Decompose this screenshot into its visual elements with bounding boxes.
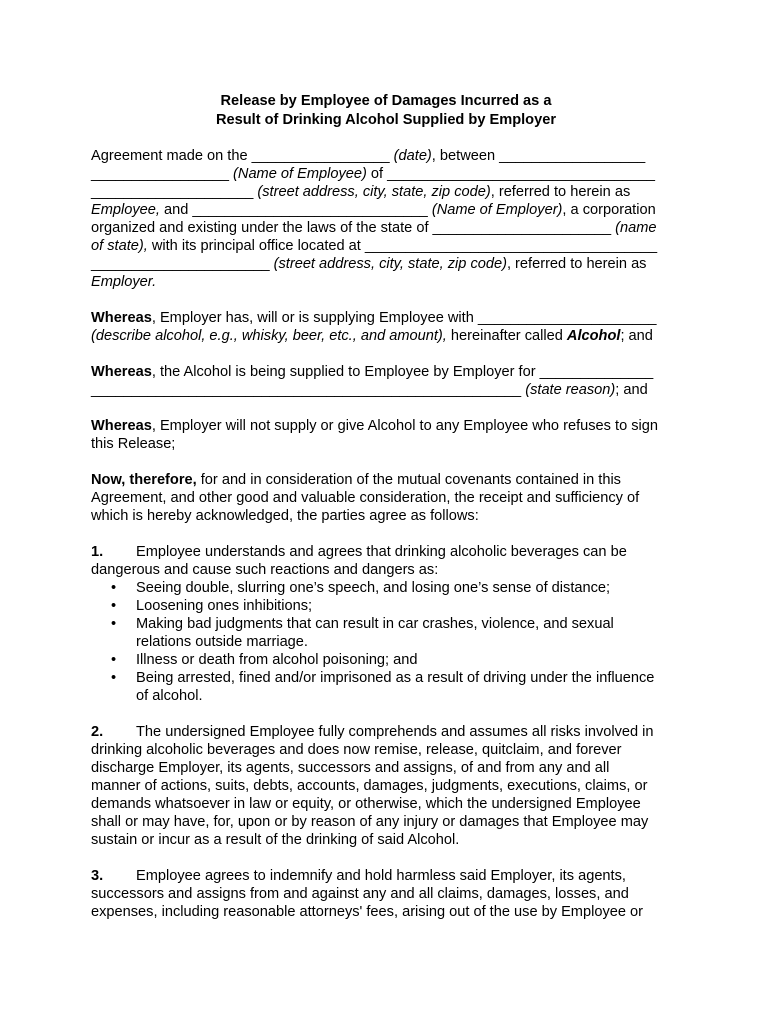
now-therefore-line xyxy=(91,471,681,489)
now-therefore-line: which is hereby acknowledged, the parties agree as follows: xyxy=(91,508,479,524)
intro-text: , a corporation xyxy=(562,202,656,218)
list-item-text: of alcohol. xyxy=(136,688,203,704)
bullet-icon: • xyxy=(111,616,117,632)
intro-italic: (name xyxy=(615,220,657,236)
whereas-paragraph-1 xyxy=(91,309,681,345)
intro-text: , referred to herein as xyxy=(490,184,631,200)
intro-italic: (street address, city, state, zip code) xyxy=(257,184,491,200)
section-2-line: manner of actions, suits, debts, accounts, damages, judgments, executions, claims, or xyxy=(91,778,648,794)
section-1-line: dangerous and cause such reactions and dangers as: xyxy=(91,562,439,578)
list-item xyxy=(91,597,681,615)
intro-text: ______________________ xyxy=(91,256,274,272)
intro-text: , referred to herein as xyxy=(506,256,647,272)
intro-text: ____________________ xyxy=(91,184,258,200)
whereas-line: this Release; xyxy=(91,436,176,452)
section-3 xyxy=(91,867,681,921)
intro-text: of _________________________________ xyxy=(366,166,655,182)
list-item xyxy=(91,669,681,705)
bullet-icon: • xyxy=(111,580,117,596)
intro-line xyxy=(91,273,681,291)
intro-paragraph xyxy=(91,147,681,291)
intro-text: , between __________________ xyxy=(431,148,646,164)
section-2-line xyxy=(91,723,681,741)
section-2-line: drinking alcoholic beverages and does now remise, release, quitclaim, and forever xyxy=(91,742,622,758)
whereas-italic: (describe alcohol, e.g., whisky, beer, etc., and amount), xyxy=(91,328,447,344)
intro-italic: (Name of Employer) xyxy=(431,202,563,218)
section-number: 1. xyxy=(91,544,104,560)
whereas-line xyxy=(91,363,681,381)
now-therefore-text: for and in consideration of the mutual covenants contained in this xyxy=(196,472,621,488)
intro-line xyxy=(91,201,681,219)
document-title xyxy=(91,92,681,130)
whereas-heading: Whereas xyxy=(91,418,152,434)
intro-line xyxy=(91,165,681,183)
section-2-line: shall or may have, for, upon or by reason of any injury or damages that Employee may xyxy=(91,814,649,830)
section-number: 3. xyxy=(91,868,104,884)
whereas-line xyxy=(91,327,681,345)
whereas-italic: (state reason) xyxy=(525,382,616,398)
list-item xyxy=(91,615,681,651)
whereas-text: ; and xyxy=(620,328,653,344)
now-therefore-line: Agreement, and other good and valuable consideration, the receipt and sufficiency of xyxy=(91,490,640,506)
now-therefore-paragraph xyxy=(91,471,681,525)
intro-line xyxy=(91,183,681,201)
whereas-paragraph-2 xyxy=(91,363,681,399)
intro-text: organized and existing under the laws of the state of ______________________ xyxy=(91,220,616,236)
reactions-list xyxy=(91,579,681,705)
intro-text: _________________ xyxy=(91,166,234,182)
intro-italic: (date) xyxy=(393,148,432,164)
whereas-text: hereinafter called xyxy=(446,328,567,344)
list-item xyxy=(91,579,681,597)
whereas-line xyxy=(91,309,681,327)
section-2-line: discharge Employer, its agents, successors and assigns, of and from any and all xyxy=(91,760,610,776)
intro-text: Agreement made on the _________________ xyxy=(91,148,394,164)
intro-italic: Employee, xyxy=(91,202,160,218)
section-3-line: expenses, including reasonable attorneys' fees, arising out of the use by Employee or xyxy=(91,904,644,920)
intro-text: and _____________________________ xyxy=(159,202,432,218)
whereas-text: _____________________________________________________ xyxy=(91,382,526,398)
section-3-line xyxy=(91,867,681,885)
whereas-heading: Whereas xyxy=(91,364,152,380)
whereas-text: , Employer has, will or is supplying Employee with ______________________ xyxy=(151,310,657,326)
whereas-heading: Whereas xyxy=(91,310,152,326)
section-2-line: demands whatsoever in law or equity, or otherwise, which the undersigned Employee xyxy=(91,796,641,812)
intro-italic: (street address, city, state, zip code) xyxy=(273,256,507,272)
whereas-line xyxy=(91,417,681,435)
list-item xyxy=(91,651,681,669)
whereas-paragraph-3 xyxy=(91,417,681,453)
section-2 xyxy=(91,723,681,849)
intro-line xyxy=(91,255,681,273)
list-item-text: Being arrested, fined and/or imprisoned as a result of driving under the influence xyxy=(136,670,655,686)
document-page xyxy=(91,92,681,921)
intro-line xyxy=(91,147,681,165)
now-therefore-heading: Now, therefore, xyxy=(91,472,197,488)
list-item-text: Loosening ones inhibitions; xyxy=(136,598,313,614)
section-3-line: successors and assigns from and against any and all claims, damages, losses, and xyxy=(91,886,629,902)
whereas-text: ; and xyxy=(615,382,648,398)
section-1 xyxy=(91,543,681,705)
section-text: The undersigned Employee fully comprehends and assumes all risks involved in xyxy=(136,724,654,740)
whereas-line xyxy=(91,381,681,399)
bullet-icon: • xyxy=(111,670,117,686)
intro-italic: Employer. xyxy=(91,274,157,290)
list-item-text: Making bad judgments that can result in car crashes, violence, and sexual xyxy=(136,616,614,632)
intro-line xyxy=(91,219,681,237)
bullet-icon: • xyxy=(111,652,117,668)
intro-text: with its principal office located at ____________________________________ xyxy=(147,238,658,254)
title-line-1: Release by Employee of Damages Incurred as a xyxy=(220,93,552,109)
list-item-text: Seeing double, slurring one’s speech, and losing one’s sense of distance; xyxy=(136,580,611,596)
list-item-text: Illness or death from alcohol poisoning; and xyxy=(136,652,418,668)
section-1-line xyxy=(91,543,681,561)
whereas-text: , the Alcohol is being supplied to Employee by Employer for ______________ xyxy=(151,364,654,380)
whereas-text: , Employer will not supply or give Alcohol to any Employee who refuses to sign xyxy=(151,418,659,434)
intro-line xyxy=(91,237,681,255)
section-number: 2. xyxy=(91,724,104,740)
title-line-2: Result of Drinking Alcohol Supplied by Employer xyxy=(215,112,556,128)
section-text: Employee agrees to indemnify and hold harmless said Employer, its agents, xyxy=(136,868,626,884)
section-2-line: sustain or incur as a result of the drinking of said Alcohol. xyxy=(91,832,460,848)
intro-italic: (Name of Employee) xyxy=(233,166,367,182)
intro-italic: of state), xyxy=(91,238,148,254)
bullet-icon: • xyxy=(111,598,117,614)
defined-term-alcohol: Alcohol xyxy=(566,328,621,344)
list-item-text: relations outside marriage. xyxy=(136,634,308,650)
section-text: Employee understands and agrees that drinking alcoholic beverages can be xyxy=(136,544,627,560)
